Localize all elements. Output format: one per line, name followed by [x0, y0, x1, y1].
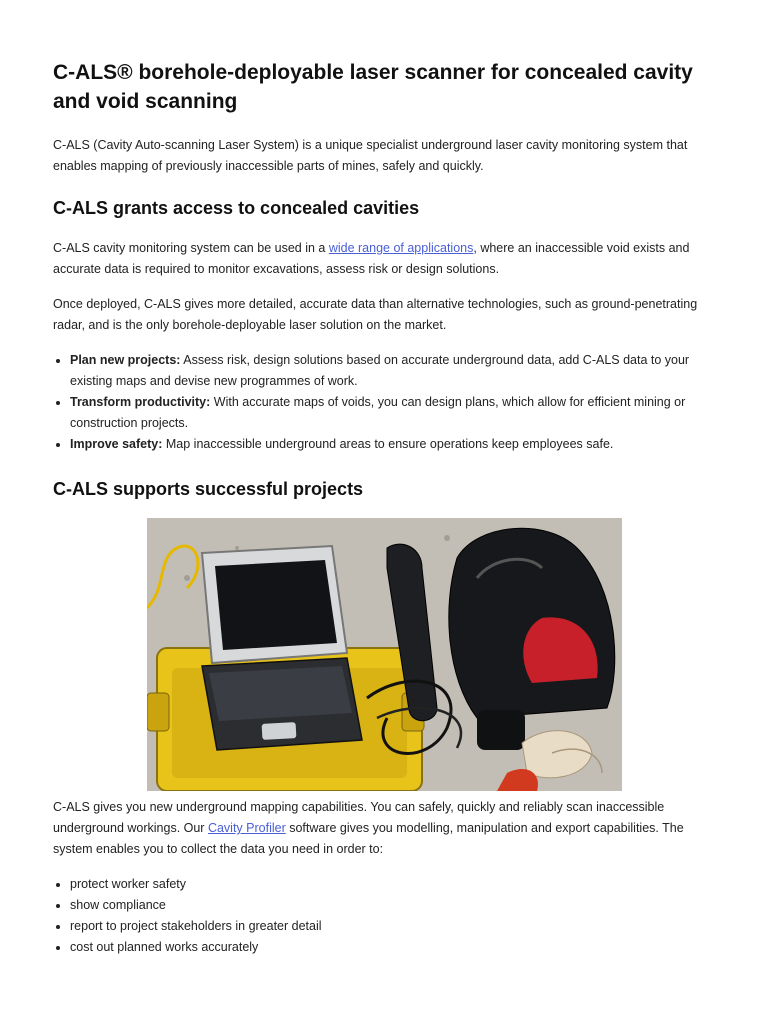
benefits-list	[53, 350, 713, 455]
intro-paragraph: C-ALS (Cavity Auto-scanning Laser System) is a unique specialist underground laser cavity monitoring system that enables mapping of previously inaccessible parts of mines, safely and quickly.	[53, 138, 688, 173]
applications-text-post: , where an inaccessible void exists and accurate data is required to monitor excavations, assess risk or design solutions.	[53, 241, 690, 276]
uses-list	[53, 874, 713, 958]
field-kit-photo	[147, 518, 622, 791]
cavity-profiler-link[interactable]: Cavity Profiler	[207, 821, 286, 835]
list-item: • protect worker safety	[70, 874, 713, 895]
battery-unit	[477, 710, 525, 750]
page-title: C-ALS® borehole-deployable laser scanner for concealed cavity and void scanning	[53, 61, 693, 113]
capabilities-paragraph	[53, 797, 713, 860]
benefit-term: Plan new projects:	[70, 353, 181, 367]
list-item: • show compliance	[70, 895, 713, 916]
applications-link[interactable]: wide range of applications	[328, 241, 474, 255]
capabilities-text-post: software gives you modelling, manipulation and export capabilities. The system enables you to collect the data you need in order to:	[53, 821, 684, 856]
list-item	[70, 350, 713, 392]
list-item: • cost out planned works accurately	[70, 937, 713, 958]
benefit-term: Improve safety:	[70, 437, 163, 451]
benefit-term: Transform productivity:	[70, 395, 211, 409]
list-item: • report to project stakeholders in greater detail	[70, 916, 713, 937]
benefit-text: Assess risk, design solutions based on accurate underground data, add C-ALS data to your existing maps and devise new programmes of work.	[70, 353, 690, 388]
applications-paragraph	[53, 238, 713, 280]
capabilities-text-pre: C-ALS gives you new underground mapping capabilities. You can safely, quickly and reliably scan inaccessible underground workings. Our	[53, 800, 665, 835]
list-item	[70, 434, 713, 455]
article	[53, 58, 713, 958]
field-kit-illustration	[147, 518, 622, 791]
deployed-paragraph: Once deployed, C-ALS gives more detailed, accurate data than alternative technologies, such as ground-penetrating radar, and is the only borehole-deployable laser solution on the market.	[53, 297, 698, 332]
applications-text-pre: C-ALS cavity monitoring system can be used in a	[53, 241, 329, 255]
benefit-text: With accurate maps of voids, you can design plans, which allow for efficient mining or construction projects.	[70, 395, 686, 430]
section-heading-projects: C-ALS supports successful projects	[53, 479, 364, 499]
benefit-text: Map inaccessible underground areas to ensure operations keep employees safe.	[162, 437, 614, 451]
section-heading-access: C-ALS grants access to concealed cavities	[53, 198, 420, 218]
list-item	[70, 392, 713, 434]
